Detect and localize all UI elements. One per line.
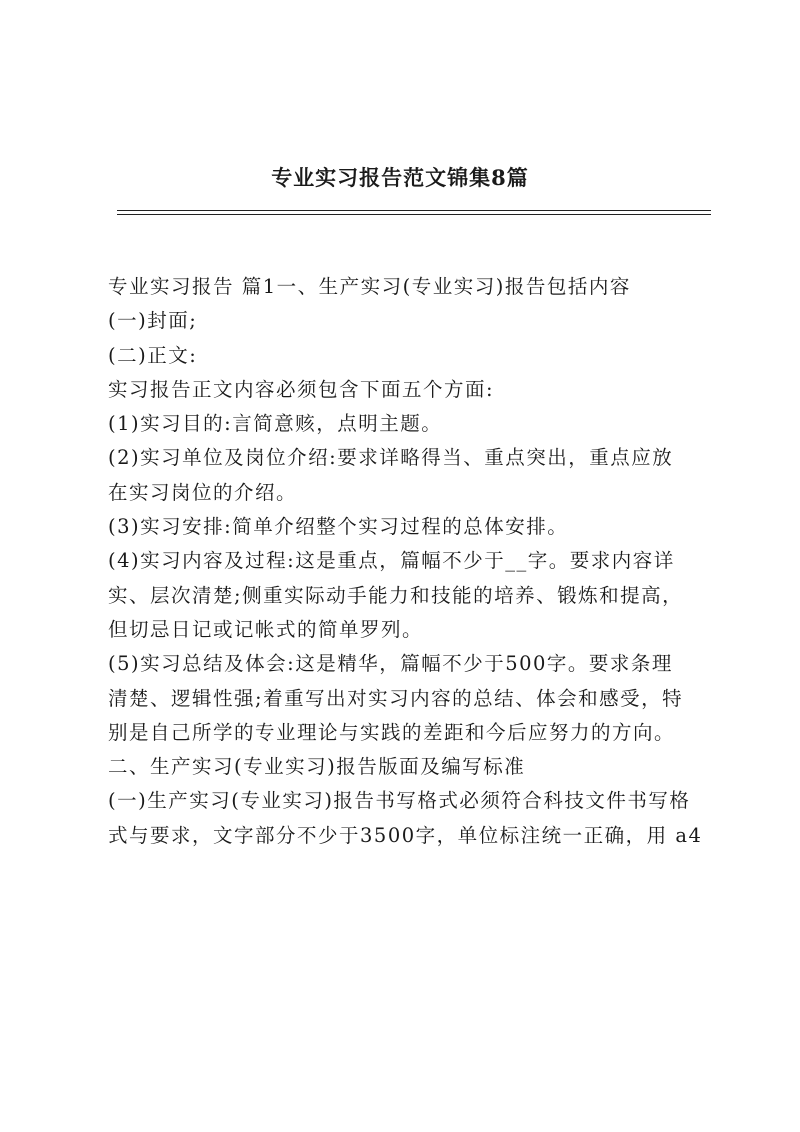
text-line: 实习报告正文内容必须包含下面五个方面:: [108, 377, 495, 401]
text-line: 二、生产实习(专业实习)报告版面及编写标准: [108, 755, 526, 779]
text-line: 专业实习报告 篇1一、生产实习(专业实习)报告包括内容: [108, 275, 631, 298]
document-body: [108, 270, 708, 853]
text-line: 实、层次清楚;侧重实际动手能力和技能的培养、锻炼和提高，: [108, 583, 684, 607]
text-line: (4)实习内容及过程:这是重点，篇幅不少于__字。要求内容详: [108, 549, 675, 573]
text-line: (2)实习单位及岗位介绍:要求详略得当、重点突出，重点应放: [108, 446, 674, 470]
text-line: (3)实习安排:简单介绍整个实习过程的总体安排。: [108, 515, 569, 539]
text-line: 式与要求，文字部分不少于3500字，单位标注统一正确，用 a4: [108, 823, 703, 847]
title-rule-upper: [117, 210, 711, 211]
document-title: 专业实习报告范文锦集8篇: [271, 165, 529, 190]
text-line: 在实习岗位的介绍。: [108, 480, 298, 504]
text-line: 清楚、逻辑性强;着重写出对实习内容的总结、体会和感受，特: [108, 686, 684, 710]
text-line: (1)实习目的:言简意赅，点明主题。: [108, 412, 443, 436]
title-rule-lower: [117, 214, 711, 215]
text-line: 但切忌日记或记帐式的简单罗列。: [108, 617, 424, 641]
text-line: (一)封面;: [108, 309, 198, 333]
text-line: (二)正文:: [108, 343, 198, 367]
text-line: (5)实习总结及体会:这是精华，篇幅不少于500字。要求条理: [108, 652, 673, 676]
text-line: (一)生产实习(专业实习)报告书写格式必须符合科技文件书写格: [108, 789, 691, 813]
text-line: 别是自己所学的专业理论与实践的差距和今后应努力的方向。: [108, 720, 676, 744]
